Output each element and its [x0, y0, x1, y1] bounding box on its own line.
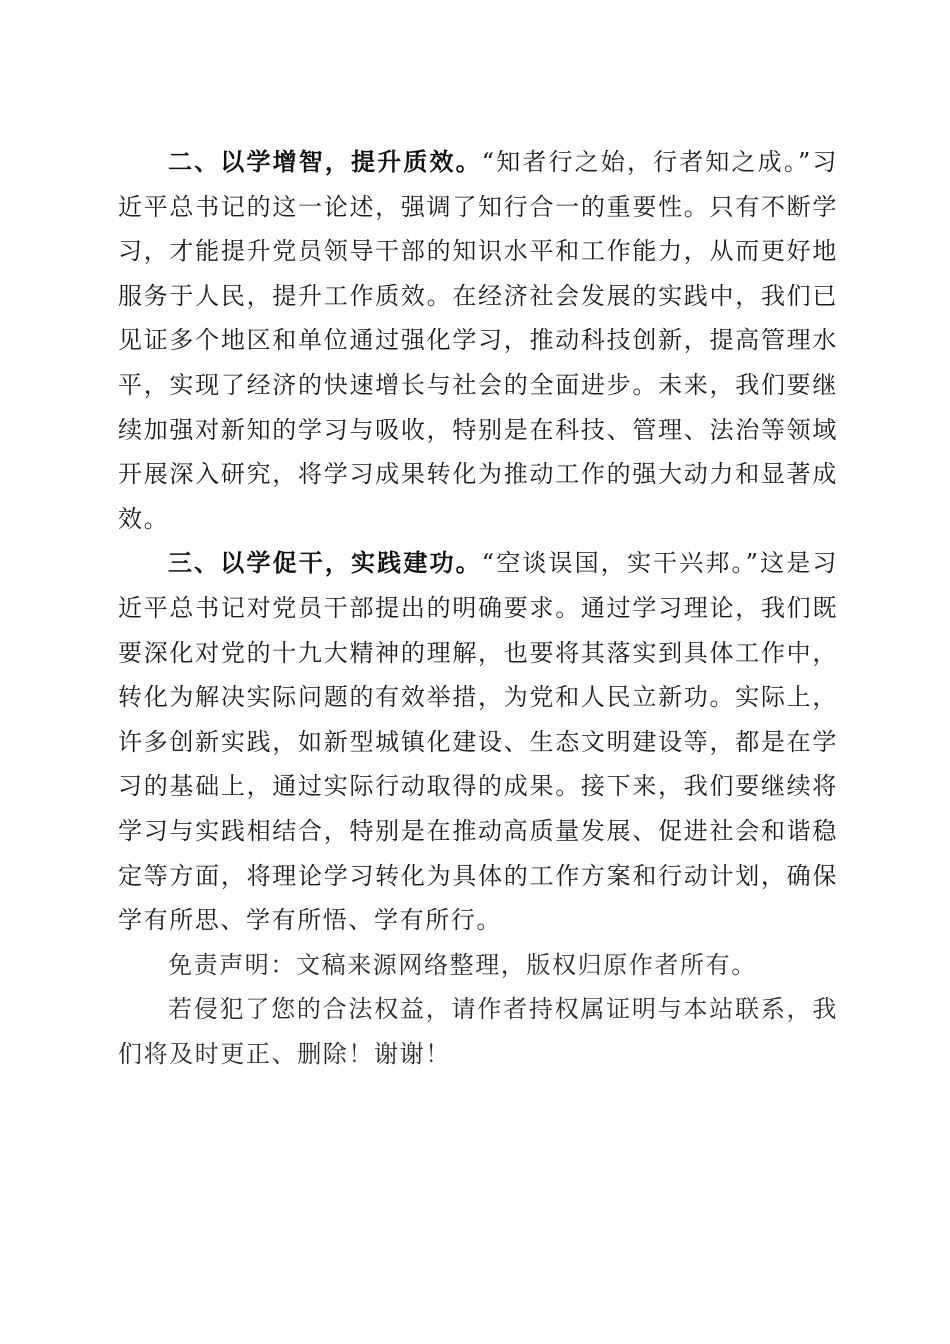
document-body — [118, 140, 838, 1076]
section-3-heading: 三、以学促干，实践建功。 — [168, 548, 482, 578]
disclaimer-line-1: 免责声明：文稿来源网络整理，版权归原作者所有。 — [168, 950, 757, 979]
section-2-body: “知者行之始，行者知之成。”习近平总书记的这一论述，强调了知行合一的重要性。只有不断学习，才能提升党员领导干部的知识水平和工作能力，从而更好地服务于人民，提升工作质效。在经济社会发展的实践中，我们已见证多个地区和单位通过强化学习，推动科技创新，提高管理水平，实现了经济的快速增长与社会的全面进步。未来，我们要继续加强对新知的学习与吸收，特别是在科技、管理、法治等领域开展深入研究，将学习成果转化为推动工作的强大动力和显著成效。 — [118, 148, 838, 533]
disclaimer-line-2: 若侵犯了您的合法权益，请作者持权属证明与本站联系，我们将及时更正、删除！谢谢！ — [118, 995, 838, 1068]
section-3-paragraph — [118, 541, 838, 942]
section-3-body: “空谈误国，实干兴邦。”这是习近平总书记对党员干部提出的明确要求。通过学习理论，我们既要深化对党的十九大精神的理解，也要将其落实到具体工作中，转化为解决实际问题的有效举措，为党和人民立新功。实际上，许多创新实践，如新型城镇化建设、生态文明建设等，都是在学习的基础上，通过实际行动取得的成果。接下来，我们要继续将学习与实践相结合，特别是在推动高质量发展、促进社会和谐稳定等方面，将理论学习转化为具体的工作方案和行动计划，确保学有所思、学有所悟、学有所行。 — [118, 549, 838, 935]
section-2-heading: 二、以学增智，提升质效。 — [168, 147, 482, 176]
section-2-paragraph — [118, 140, 838, 541]
